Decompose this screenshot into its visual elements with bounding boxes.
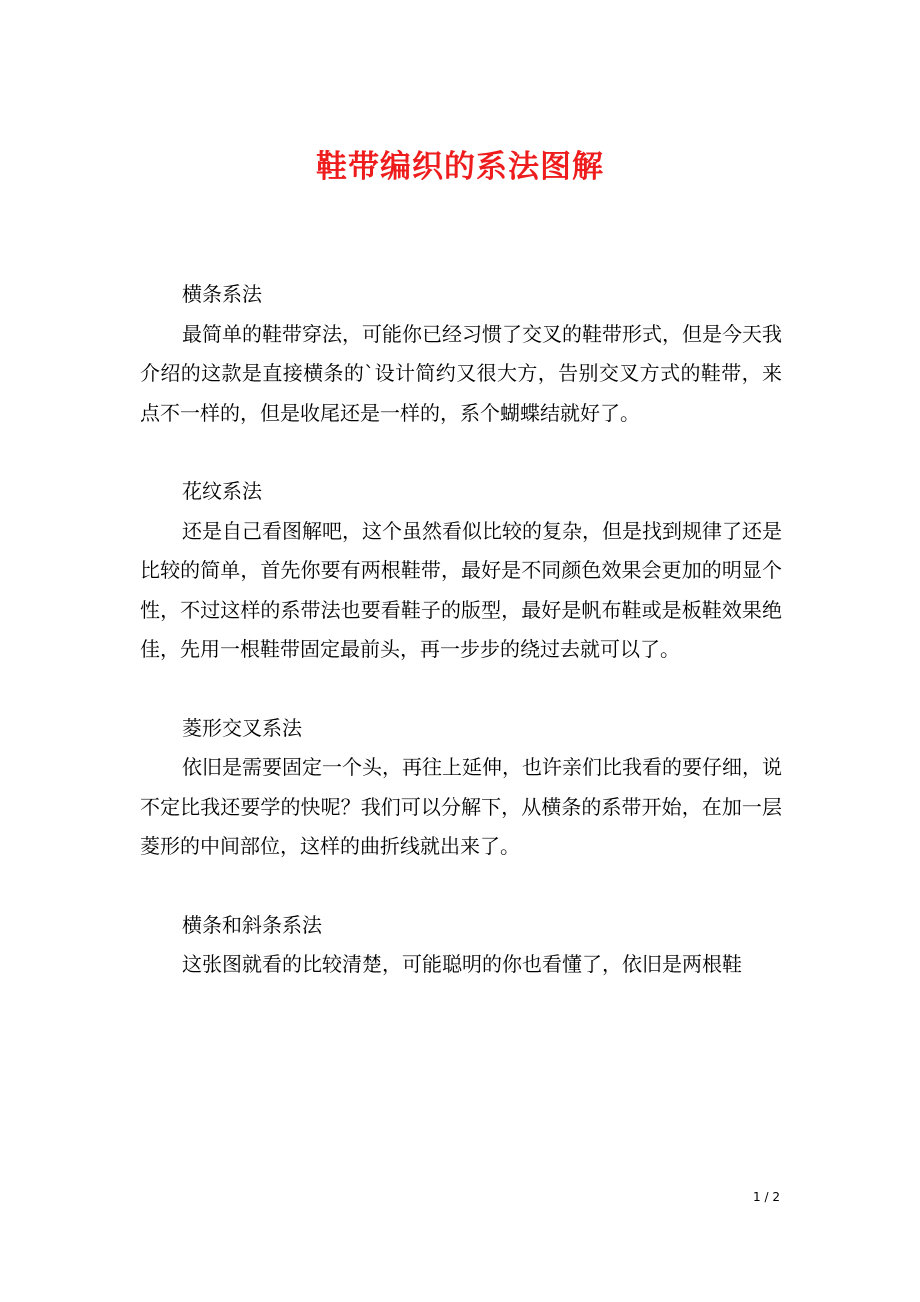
section-paragraph: 还是自己看图解吧，这个虽然看似比较的复杂，但是找到规律了还是比较的简单，首先你要有两根鞋带，最好是不同颜色效果会更加的明显个性，不过这样的系带法也要看鞋子的版型，最好是帆布鞋或是板鞋效果绝佳，先用一根鞋带固定最前头，再一步步的绕过去就可以了。 — [140, 518, 782, 661]
section-spacer — [140, 670, 782, 709]
section-heading: 花纹系法 — [182, 479, 262, 503]
section-heading: 菱形交叉系法 — [182, 715, 302, 740]
section-spacer — [140, 433, 782, 472]
section-diamond-lacing — [140, 709, 782, 867]
section-paragraph: 依旧是需要固定一个头，再往上延伸，也许亲们比我看的要仔细，说不定比我还要学的快呢？我们可以分解下，从横条的系带开始，在加一层菱形的中间部位，这样的曲折线就出来了。 — [140, 755, 782, 858]
section-heading: 横条系法 — [182, 282, 262, 306]
section-horizontal-lacing — [140, 275, 782, 433]
section-pattern-lacing — [140, 472, 782, 670]
section-horizontal-diagonal-lacing — [140, 906, 782, 985]
section-paragraph: 这张图就看的比较清楚，可能聪明的你也看懂了，依旧是两根鞋 — [182, 952, 742, 976]
section-heading: 横条和斜条系法 — [182, 912, 322, 937]
section-paragraph: 最简单的鞋带穿法，可能你已经习惯了交叉的鞋带形式，但是今天我介绍的这款是直接横条的`设计简约又很大方，告别交叉方式的鞋带，来点不一样的，但是收尾还是一样的，系个蝴蝶结就好了。 — [140, 321, 782, 425]
page-title: 鞋带编织的系法图解 — [316, 149, 604, 185]
document-body — [140, 275, 782, 985]
section-spacer — [140, 867, 782, 906]
page-number: 1 / 2 — [753, 1190, 780, 1204]
